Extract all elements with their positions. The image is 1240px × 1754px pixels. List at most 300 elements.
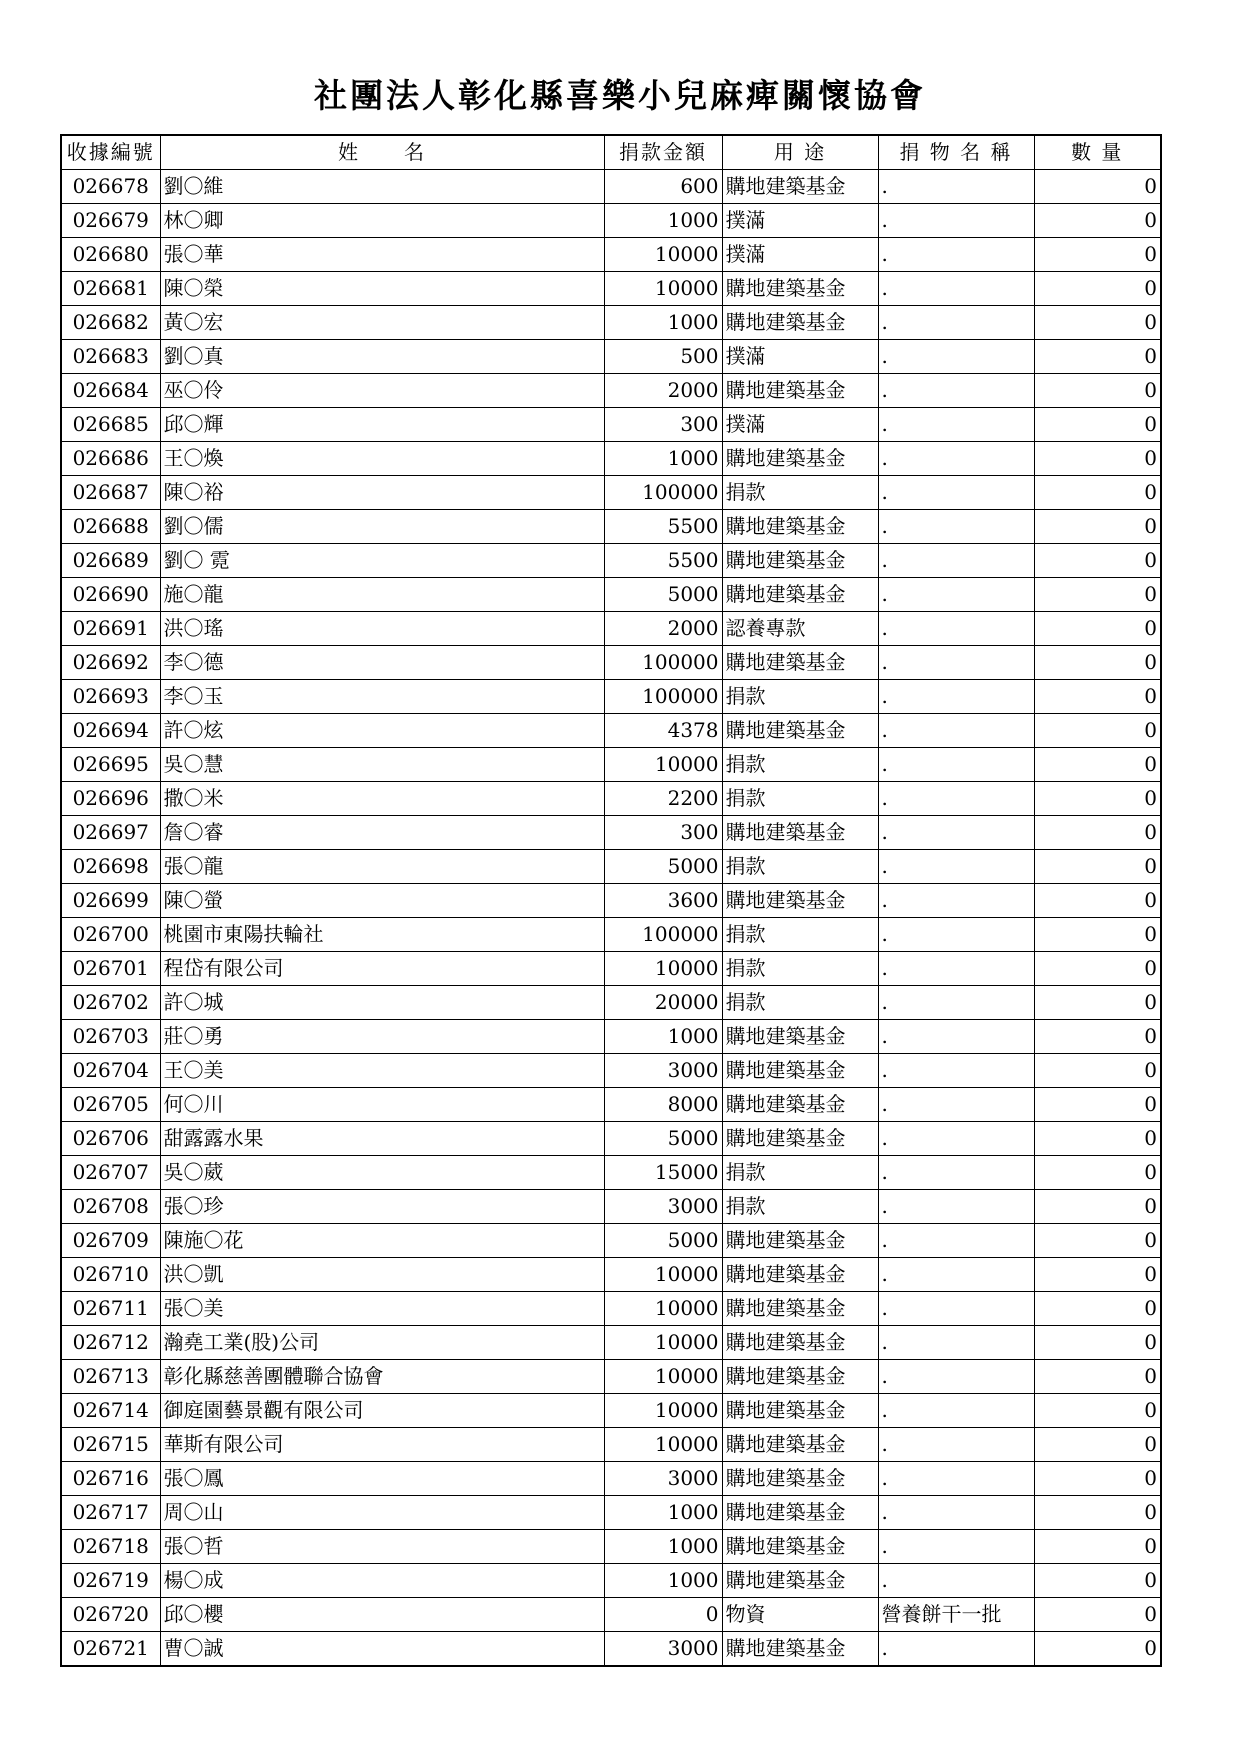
item-name-cell: . [878, 238, 1034, 272]
receipt-number-cell: 026707 [61, 1156, 160, 1190]
item-name-cell: . [878, 1258, 1034, 1292]
receipt-number-cell: 026717 [61, 1496, 160, 1530]
item-name-cell: . [878, 1224, 1034, 1258]
purpose-cell: 購地建築基金 [722, 1496, 878, 1530]
donor-name-cell: 張〇鳳 [160, 1462, 604, 1496]
purpose-cell: 購地建築基金 [722, 1564, 878, 1598]
item-name-cell: . [878, 1496, 1034, 1530]
receipt-number-cell: 026679 [61, 204, 160, 238]
receipt-number-cell: 026693 [61, 680, 160, 714]
donor-name-cell: 邱〇櫻 [160, 1598, 604, 1632]
receipt-number-cell: 026721 [61, 1632, 160, 1667]
quantity-cell: 0 [1034, 1326, 1161, 1360]
donation-amount-cell: 1000 [604, 442, 722, 476]
donor-name-cell: 邱〇輝 [160, 408, 604, 442]
header-quantity: 數 量 [1034, 135, 1161, 170]
receipt-number-cell: 026716 [61, 1462, 160, 1496]
purpose-cell: 購地建築基金 [722, 1224, 878, 1258]
purpose-cell: 購地建築基金 [722, 714, 878, 748]
item-name-cell: . [878, 680, 1034, 714]
donation-amount-cell: 15000 [604, 1156, 722, 1190]
donation-amount-cell: 1000 [604, 204, 722, 238]
table-row [61, 816, 1161, 850]
table-row [61, 1360, 1161, 1394]
donor-name-cell: 陳〇螢 [160, 884, 604, 918]
item-name-cell: . [878, 1360, 1034, 1394]
purpose-cell: 購地建築基金 [722, 646, 878, 680]
purpose-cell: 購地建築基金 [722, 1326, 878, 1360]
purpose-cell: 購地建築基金 [722, 1088, 878, 1122]
item-name-cell: . [878, 476, 1034, 510]
donation-amount-cell: 1000 [604, 1020, 722, 1054]
donor-name-cell: 劉〇 霓 [160, 544, 604, 578]
donor-name-cell: 楊〇成 [160, 1564, 604, 1598]
receipt-number-cell: 026700 [61, 918, 160, 952]
item-name-cell: . [878, 510, 1034, 544]
donation-amount-cell: 3000 [604, 1190, 722, 1224]
purpose-cell: 購地建築基金 [722, 1394, 878, 1428]
donation-amount-cell: 2000 [604, 374, 722, 408]
table-row [61, 1496, 1161, 1530]
donation-amount-cell: 5000 [604, 578, 722, 612]
donation-amount-cell: 4378 [604, 714, 722, 748]
purpose-cell: 購地建築基金 [722, 1428, 878, 1462]
header-item-name: 捐 物 名 稱 [878, 135, 1034, 170]
quantity-cell: 0 [1034, 782, 1161, 816]
item-name-cell: . [878, 714, 1034, 748]
table-row [61, 782, 1161, 816]
receipt-number-cell: 026715 [61, 1428, 160, 1462]
donation-amount-cell: 1000 [604, 306, 722, 340]
donation-amount-cell: 300 [604, 408, 722, 442]
quantity-cell: 0 [1034, 1394, 1161, 1428]
table-row [61, 1632, 1161, 1667]
purpose-cell: 購地建築基金 [722, 816, 878, 850]
purpose-cell: 購地建築基金 [722, 544, 878, 578]
donor-name-cell: 何〇川 [160, 1088, 604, 1122]
item-name-cell: . [878, 1088, 1034, 1122]
donor-name-cell: 洪〇瑤 [160, 612, 604, 646]
donation-amount-cell: 300 [604, 816, 722, 850]
table-row [61, 1564, 1161, 1598]
table-row [61, 1598, 1161, 1632]
quantity-cell: 0 [1034, 1462, 1161, 1496]
item-name-cell: . [878, 1292, 1034, 1326]
receipt-number-cell: 026690 [61, 578, 160, 612]
quantity-cell: 0 [1034, 510, 1161, 544]
table-row [61, 1054, 1161, 1088]
donor-name-cell: 吳〇葳 [160, 1156, 604, 1190]
donation-amount-cell: 10000 [604, 1326, 722, 1360]
table-row [61, 850, 1161, 884]
quantity-cell: 0 [1034, 1564, 1161, 1598]
receipt-number-cell: 026701 [61, 952, 160, 986]
item-name-cell: . [878, 816, 1034, 850]
purpose-cell: 購地建築基金 [722, 1054, 878, 1088]
table-row [61, 1394, 1161, 1428]
donation-amount-cell: 10000 [604, 238, 722, 272]
donation-amount-cell: 20000 [604, 986, 722, 1020]
quantity-cell: 0 [1034, 1088, 1161, 1122]
table-row [61, 1020, 1161, 1054]
table-row [61, 646, 1161, 680]
item-name-cell: . [878, 1054, 1034, 1088]
quantity-cell: 0 [1034, 170, 1161, 204]
donor-name-cell: 王〇煥 [160, 442, 604, 476]
item-name-cell: . [878, 306, 1034, 340]
purpose-cell: 購地建築基金 [722, 578, 878, 612]
table-row [61, 612, 1161, 646]
donation-amount-cell: 5000 [604, 1224, 722, 1258]
receipt-number-cell: 026691 [61, 612, 160, 646]
purpose-cell: 購地建築基金 [722, 442, 878, 476]
donation-amount-cell: 1000 [604, 1496, 722, 1530]
quantity-cell: 0 [1034, 408, 1161, 442]
item-name-cell: . [878, 952, 1034, 986]
purpose-cell: 購地建築基金 [722, 170, 878, 204]
purpose-cell: 捐款 [722, 918, 878, 952]
purpose-cell: 購地建築基金 [722, 1360, 878, 1394]
donation-amount-cell: 500 [604, 340, 722, 374]
purpose-cell: 購地建築基金 [722, 306, 878, 340]
table-row [61, 204, 1161, 238]
donation-table [60, 134, 1162, 1667]
donation-amount-cell: 3000 [604, 1462, 722, 1496]
donor-name-cell: 吳〇慧 [160, 748, 604, 782]
item-name-cell: . [878, 170, 1034, 204]
table-row [61, 170, 1161, 204]
item-name-cell: . [878, 1326, 1034, 1360]
donor-name-cell: 桃園市東陽扶輪社 [160, 918, 604, 952]
receipt-number-cell: 026714 [61, 1394, 160, 1428]
item-name-cell: . [878, 340, 1034, 374]
purpose-cell: 認養專款 [722, 612, 878, 646]
purpose-cell: 購地建築基金 [722, 374, 878, 408]
quantity-cell: 0 [1034, 1020, 1161, 1054]
purpose-cell: 撲滿 [722, 340, 878, 374]
item-name-cell: . [878, 1156, 1034, 1190]
receipt-number-cell: 026680 [61, 238, 160, 272]
item-name-cell: . [878, 1428, 1034, 1462]
table-row [61, 1462, 1161, 1496]
donor-name-cell: 甜露露水果 [160, 1122, 604, 1156]
quantity-cell: 0 [1034, 1598, 1161, 1632]
quantity-cell: 0 [1034, 476, 1161, 510]
receipt-number-cell: 026720 [61, 1598, 160, 1632]
donation-amount-cell: 100000 [604, 646, 722, 680]
header-purpose: 用 途 [722, 135, 878, 170]
item-name-cell: . [878, 1020, 1034, 1054]
purpose-cell: 購地建築基金 [722, 1530, 878, 1564]
donor-name-cell: 瀚堯工業(股)公司 [160, 1326, 604, 1360]
quantity-cell: 0 [1034, 1292, 1161, 1326]
quantity-cell: 0 [1034, 918, 1161, 952]
quantity-cell: 0 [1034, 1054, 1161, 1088]
donor-name-cell: 詹〇睿 [160, 816, 604, 850]
quantity-cell: 0 [1034, 204, 1161, 238]
donor-name-cell: 劉〇儒 [160, 510, 604, 544]
donor-name-cell: 施〇龍 [160, 578, 604, 612]
donor-name-cell: 撒〇米 [160, 782, 604, 816]
donation-amount-cell: 10000 [604, 748, 722, 782]
donor-name-cell: 張〇美 [160, 1292, 604, 1326]
receipt-number-cell: 026719 [61, 1564, 160, 1598]
donor-name-cell: 周〇山 [160, 1496, 604, 1530]
quantity-cell: 0 [1034, 952, 1161, 986]
receipt-number-cell: 026718 [61, 1530, 160, 1564]
donor-name-cell: 張〇龍 [160, 850, 604, 884]
purpose-cell: 購地建築基金 [722, 1020, 878, 1054]
table-row [61, 442, 1161, 476]
quantity-cell: 0 [1034, 1632, 1161, 1667]
table-row [61, 1326, 1161, 1360]
purpose-cell: 撲滿 [722, 408, 878, 442]
receipt-number-cell: 026688 [61, 510, 160, 544]
table-row [61, 1292, 1161, 1326]
item-name-cell: . [878, 646, 1034, 680]
table-row [61, 476, 1161, 510]
receipt-number-cell: 026689 [61, 544, 160, 578]
purpose-cell: 購地建築基金 [722, 1292, 878, 1326]
table-row [61, 1530, 1161, 1564]
table-row [61, 1224, 1161, 1258]
item-name-cell: . [878, 1530, 1034, 1564]
receipt-number-cell: 026704 [61, 1054, 160, 1088]
donor-name-cell: 巫〇伶 [160, 374, 604, 408]
purpose-cell: 捐款 [722, 782, 878, 816]
quantity-cell: 0 [1034, 1156, 1161, 1190]
purpose-cell: 捐款 [722, 952, 878, 986]
item-name-cell: . [878, 408, 1034, 442]
table-row [61, 306, 1161, 340]
table-row [61, 1088, 1161, 1122]
donation-amount-cell: 2000 [604, 612, 722, 646]
item-name-cell: . [878, 748, 1034, 782]
receipt-number-cell: 026699 [61, 884, 160, 918]
table-row [61, 714, 1161, 748]
quantity-cell: 0 [1034, 544, 1161, 578]
donor-name-cell: 洪〇凱 [160, 1258, 604, 1292]
item-name-cell: . [878, 1632, 1034, 1667]
item-name-cell: . [878, 1190, 1034, 1224]
table-row [61, 748, 1161, 782]
donor-name-cell: 林〇卿 [160, 204, 604, 238]
donor-name-cell: 莊〇勇 [160, 1020, 604, 1054]
purpose-cell: 捐款 [722, 476, 878, 510]
table-row [61, 1156, 1161, 1190]
donation-amount-cell: 1000 [604, 1564, 722, 1598]
donation-amount-cell: 10000 [604, 952, 722, 986]
table-body [61, 170, 1161, 1667]
quantity-cell: 0 [1034, 1258, 1161, 1292]
item-name-cell: . [878, 1394, 1034, 1428]
donor-name-cell: 陳施〇花 [160, 1224, 604, 1258]
quantity-cell: 0 [1034, 646, 1161, 680]
purpose-cell: 捐款 [722, 1156, 878, 1190]
donation-amount-cell: 600 [604, 170, 722, 204]
receipt-number-cell: 026708 [61, 1190, 160, 1224]
donation-amount-cell: 10000 [604, 1292, 722, 1326]
quantity-cell: 0 [1034, 306, 1161, 340]
quantity-cell: 0 [1034, 1224, 1161, 1258]
receipt-number-cell: 026706 [61, 1122, 160, 1156]
receipt-number-cell: 026687 [61, 476, 160, 510]
receipt-number-cell: 026686 [61, 442, 160, 476]
receipt-number-cell: 026713 [61, 1360, 160, 1394]
item-name-cell: . [878, 1564, 1034, 1598]
quantity-cell: 0 [1034, 816, 1161, 850]
quantity-cell: 0 [1034, 748, 1161, 782]
table-row [61, 340, 1161, 374]
purpose-cell: 捐款 [722, 986, 878, 1020]
receipt-number-cell: 026685 [61, 408, 160, 442]
quantity-cell: 0 [1034, 714, 1161, 748]
table-row [61, 374, 1161, 408]
table-row [61, 918, 1161, 952]
donation-amount-cell: 5000 [604, 850, 722, 884]
receipt-number-cell: 026697 [61, 816, 160, 850]
donation-amount-cell: 100000 [604, 918, 722, 952]
donation-amount-cell: 100000 [604, 680, 722, 714]
table-header-row [61, 135, 1161, 170]
purpose-cell: 撲滿 [722, 238, 878, 272]
item-name-cell: . [878, 442, 1034, 476]
purpose-cell: 購地建築基金 [722, 272, 878, 306]
donor-name-cell: 張〇珍 [160, 1190, 604, 1224]
donation-amount-cell: 5500 [604, 544, 722, 578]
header-name: 姓 名 [160, 135, 604, 170]
purpose-cell: 物資 [722, 1598, 878, 1632]
receipt-number-cell: 026705 [61, 1088, 160, 1122]
receipt-number-cell: 026711 [61, 1292, 160, 1326]
quantity-cell: 0 [1034, 1496, 1161, 1530]
receipt-number-cell: 026683 [61, 340, 160, 374]
quantity-cell: 0 [1034, 1190, 1161, 1224]
quantity-cell: 0 [1034, 442, 1161, 476]
receipt-number-cell: 026712 [61, 1326, 160, 1360]
donor-name-cell: 華斯有限公司 [160, 1428, 604, 1462]
purpose-cell: 撲滿 [722, 204, 878, 238]
receipt-number-cell: 026696 [61, 782, 160, 816]
item-name-cell: . [878, 204, 1034, 238]
header-amount: 捐款金額 [604, 135, 722, 170]
donation-amount-cell: 5000 [604, 1122, 722, 1156]
table-row [61, 884, 1161, 918]
donor-name-cell: 許〇城 [160, 986, 604, 1020]
item-name-cell: . [878, 272, 1034, 306]
quantity-cell: 0 [1034, 986, 1161, 1020]
donation-amount-cell: 3000 [604, 1054, 722, 1088]
receipt-number-cell: 026681 [61, 272, 160, 306]
purpose-cell: 捐款 [722, 850, 878, 884]
donor-name-cell: 張〇華 [160, 238, 604, 272]
quantity-cell: 0 [1034, 374, 1161, 408]
donor-name-cell: 御庭園藝景觀有限公司 [160, 1394, 604, 1428]
table-row [61, 510, 1161, 544]
page-title: 社團法人彰化縣喜樂小兒麻痺關懷協會 [314, 76, 926, 115]
receipt-number-cell: 026694 [61, 714, 160, 748]
donation-amount-cell: 100000 [604, 476, 722, 510]
purpose-cell: 購地建築基金 [722, 1462, 878, 1496]
purpose-cell: 購地建築基金 [722, 1122, 878, 1156]
header-receipt-no: 收據編號 [61, 135, 160, 170]
quantity-cell: 0 [1034, 850, 1161, 884]
quantity-cell: 0 [1034, 1122, 1161, 1156]
table-row [61, 1258, 1161, 1292]
receipt-number-cell: 026703 [61, 1020, 160, 1054]
receipt-number-cell: 026702 [61, 986, 160, 1020]
donation-amount-cell: 10000 [604, 1394, 722, 1428]
item-name-cell: . [878, 374, 1034, 408]
receipt-number-cell: 026710 [61, 1258, 160, 1292]
donation-amount-cell: 10000 [604, 1258, 722, 1292]
quantity-cell: 0 [1034, 1428, 1161, 1462]
table-row [61, 578, 1161, 612]
table-row [61, 238, 1161, 272]
purpose-cell: 捐款 [722, 1190, 878, 1224]
donation-amount-cell: 0 [604, 1598, 722, 1632]
table-row [61, 952, 1161, 986]
donation-amount-cell: 8000 [604, 1088, 722, 1122]
donation-amount-cell: 1000 [604, 1530, 722, 1564]
donor-name-cell: 劉〇真 [160, 340, 604, 374]
receipt-number-cell: 026709 [61, 1224, 160, 1258]
donor-name-cell: 李〇德 [160, 646, 604, 680]
donation-amount-cell: 3000 [604, 1632, 722, 1667]
item-name-cell: . [878, 850, 1034, 884]
table-row [61, 1190, 1161, 1224]
item-name-cell: . [878, 918, 1034, 952]
donation-amount-cell: 5500 [604, 510, 722, 544]
item-name-cell: . [878, 612, 1034, 646]
table-row [61, 272, 1161, 306]
item-name-cell: . [878, 782, 1034, 816]
donor-name-cell: 彰化縣慈善團體聯合協會 [160, 1360, 604, 1394]
purpose-cell: 購地建築基金 [722, 510, 878, 544]
receipt-number-cell: 026698 [61, 850, 160, 884]
item-name-cell: . [878, 1122, 1034, 1156]
quantity-cell: 0 [1034, 612, 1161, 646]
donation-amount-cell: 3600 [604, 884, 722, 918]
table-row [61, 1428, 1161, 1462]
donation-amount-cell: 2200 [604, 782, 722, 816]
donor-name-cell: 曹〇誠 [160, 1632, 604, 1667]
donor-name-cell: 陳〇裕 [160, 476, 604, 510]
table-row [61, 1122, 1161, 1156]
item-name-cell: . [878, 884, 1034, 918]
quantity-cell: 0 [1034, 340, 1161, 374]
purpose-cell: 購地建築基金 [722, 884, 878, 918]
quantity-cell: 0 [1034, 1530, 1161, 1564]
quantity-cell: 0 [1034, 1360, 1161, 1394]
item-name-cell: . [878, 544, 1034, 578]
receipt-number-cell: 026695 [61, 748, 160, 782]
quantity-cell: 0 [1034, 578, 1161, 612]
donor-name-cell: 張〇哲 [160, 1530, 604, 1564]
donor-name-cell: 李〇玉 [160, 680, 604, 714]
quantity-cell: 0 [1034, 238, 1161, 272]
donor-name-cell: 陳〇榮 [160, 272, 604, 306]
purpose-cell: 捐款 [722, 748, 878, 782]
purpose-cell: 購地建築基金 [722, 1632, 878, 1667]
item-name-cell: . [878, 578, 1034, 612]
item-name-cell: 營養餅干一批 [878, 1598, 1034, 1632]
table-row [61, 544, 1161, 578]
donor-name-cell: 王〇美 [160, 1054, 604, 1088]
donor-name-cell: 劉〇維 [160, 170, 604, 204]
purpose-cell: 捐款 [722, 680, 878, 714]
table-row [61, 986, 1161, 1020]
